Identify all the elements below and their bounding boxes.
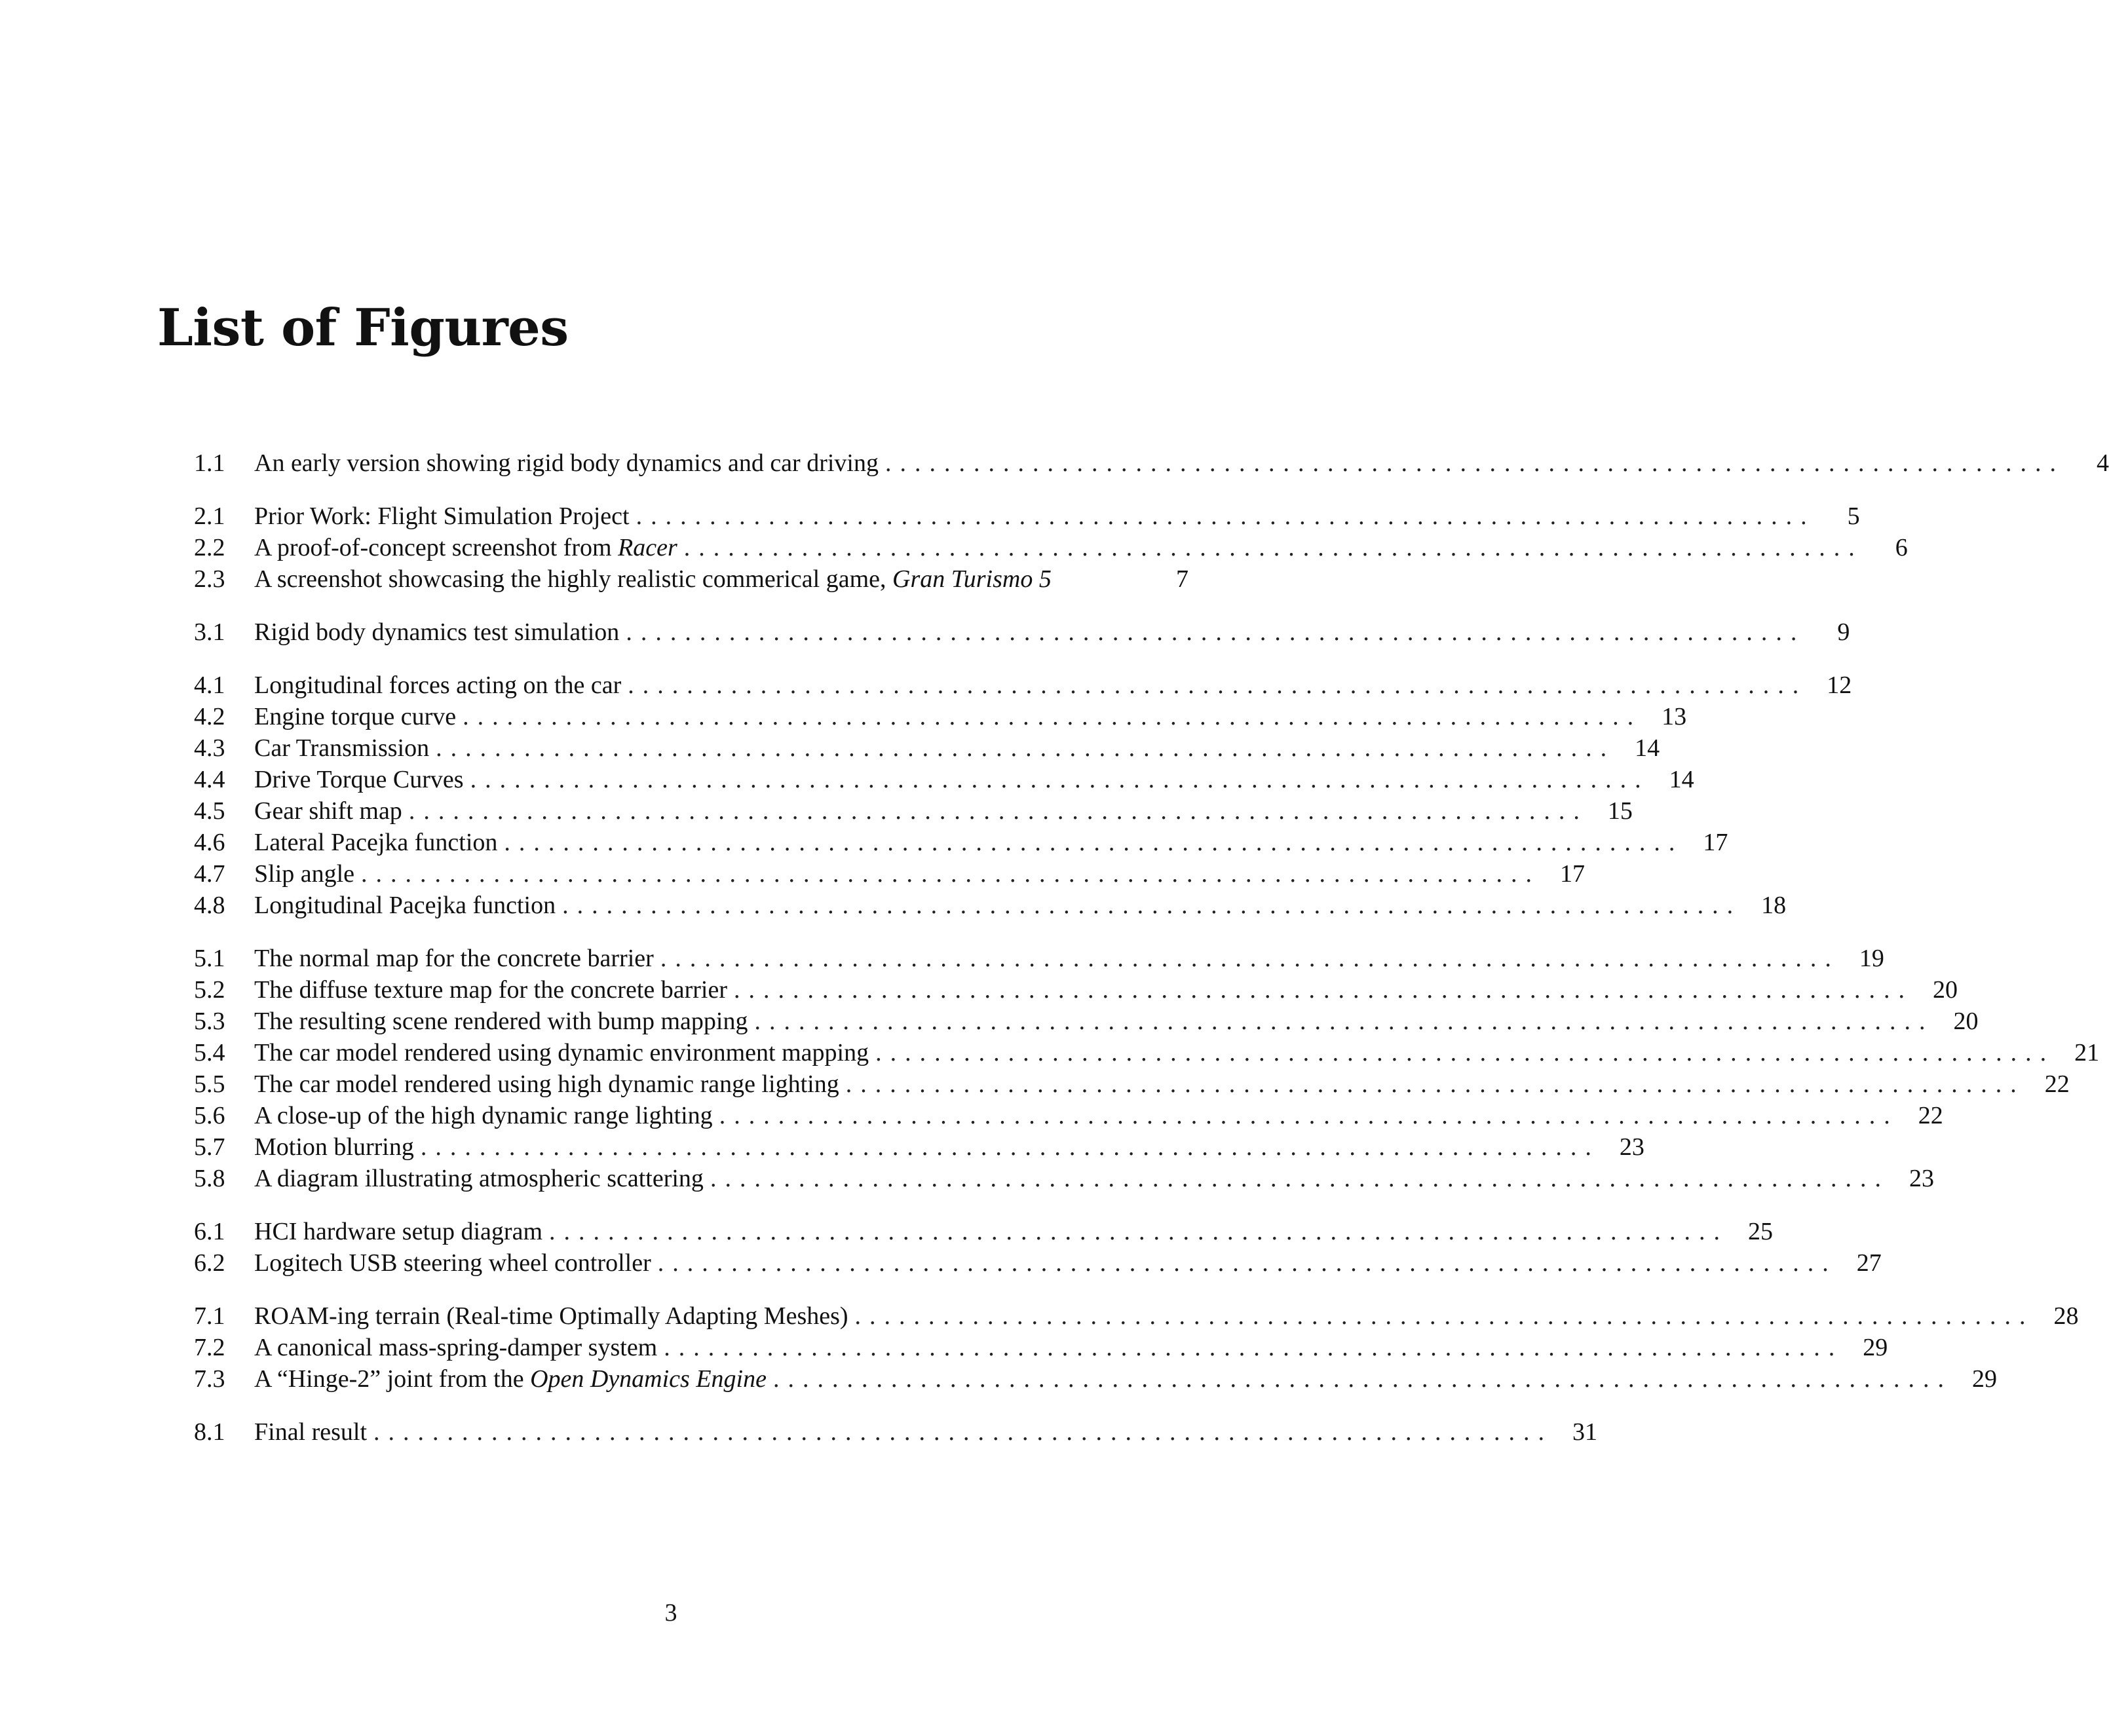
dot-leader: ................................................................................ bbox=[436, 734, 1616, 762]
page-footer-number: 3 bbox=[664, 1599, 677, 1627]
figure-group bbox=[194, 1216, 1882, 1279]
figure-number: 7.2 bbox=[194, 1334, 225, 1361]
figure-caption bbox=[254, 532, 684, 563]
figure-caption-text: The diffuse texture map for the concrete barrier bbox=[254, 976, 727, 1004]
figure-caption bbox=[254, 500, 636, 532]
dot-leader: ................................................................................ bbox=[562, 892, 1742, 919]
figure-number: 4.3 bbox=[194, 734, 225, 762]
figure-number: 4.2 bbox=[194, 703, 225, 730]
figure-caption-italic: Gran Turismo 5 bbox=[892, 565, 1052, 593]
page-title: List of Figures bbox=[157, 298, 569, 358]
figure-number: 4.8 bbox=[194, 892, 225, 919]
figure-group bbox=[194, 500, 1908, 595]
figure-caption-text: Longitudinal Pacejka function bbox=[254, 892, 556, 919]
dot-leader: ................................................................................ bbox=[361, 860, 1541, 888]
figure-entry[interactable] bbox=[194, 1332, 1888, 1363]
figure-group bbox=[194, 1300, 2079, 1395]
figure-caption-text: Motion blurring bbox=[254, 1133, 414, 1161]
dot-leader: ................................................................................ bbox=[628, 671, 1808, 699]
figure-caption-text: Rigid body dynamics test simulation bbox=[254, 618, 620, 646]
figure-caption bbox=[254, 1100, 719, 1131]
figure-entry[interactable] bbox=[194, 701, 1687, 732]
figure-group bbox=[194, 447, 2109, 479]
figure-entry[interactable] bbox=[194, 732, 1660, 764]
dot-leader: ................................................................................ bbox=[549, 1218, 1729, 1245]
figure-caption bbox=[254, 616, 626, 648]
figure-caption bbox=[254, 1037, 875, 1068]
figure-page-number: 15 bbox=[1607, 797, 1633, 825]
figure-number: 4.7 bbox=[194, 860, 225, 888]
dot-leader: ................................................................................ bbox=[408, 797, 1588, 825]
figure-number: 4.4 bbox=[194, 766, 225, 793]
dot-leader: ................................................................................ bbox=[845, 1070, 2025, 1098]
figure-caption bbox=[254, 1363, 773, 1395]
figure-caption-text: Drive Torque Curves bbox=[254, 766, 464, 793]
figure-caption bbox=[254, 732, 436, 764]
figure-page-number: 22 bbox=[1918, 1102, 1943, 1129]
figure-caption-text: Slip angle bbox=[254, 860, 355, 888]
figure-caption bbox=[254, 1006, 754, 1037]
figure-page-number: 28 bbox=[2053, 1302, 2079, 1330]
figure-caption-text: Lateral Pacejka function bbox=[254, 829, 498, 856]
figure-number: 5.6 bbox=[194, 1102, 225, 1129]
dot-leader: ................................................................................ bbox=[636, 502, 1815, 530]
figure-page-number: 18 bbox=[1761, 892, 1787, 919]
figure-number: 1.1 bbox=[194, 449, 225, 477]
figure-entry[interactable] bbox=[194, 974, 1958, 1006]
figure-page-number: 13 bbox=[1662, 703, 1687, 730]
dot-leader: ................................................................................ bbox=[373, 1418, 1553, 1446]
figure-entry[interactable] bbox=[194, 1416, 1598, 1448]
dot-leader: ................................................................................ bbox=[710, 1165, 1890, 1192]
figure-caption-text: A canonical mass-spring-damper system bbox=[254, 1334, 658, 1361]
dot-leader: ................................................................................ bbox=[875, 1039, 2055, 1066]
figure-entry[interactable] bbox=[194, 1300, 2079, 1332]
figure-page-number: 20 bbox=[1933, 976, 1958, 1004]
figure-caption-text: The resulting scene rendered with bump mapping bbox=[254, 1008, 748, 1035]
figure-entry[interactable] bbox=[194, 943, 1884, 974]
figure-caption-text: Final result bbox=[254, 1418, 368, 1446]
figure-number: 8.1 bbox=[194, 1418, 225, 1446]
figure-caption-text: An early version showing rigid body dynamics and car driving bbox=[254, 449, 879, 477]
figure-entry[interactable] bbox=[194, 1068, 2070, 1100]
figure-group bbox=[194, 943, 2100, 1194]
dot-leader: ................................................................................ bbox=[660, 945, 1840, 972]
figure-page-number: 22 bbox=[2044, 1070, 2070, 1098]
dot-leader: ................................................................................ bbox=[626, 618, 1806, 646]
figure-caption bbox=[254, 1068, 846, 1100]
figure-entry[interactable] bbox=[194, 795, 1633, 827]
figure-page-number: 19 bbox=[1859, 945, 1884, 972]
figure-group bbox=[194, 616, 1850, 648]
dot-leader: ................................................................................ bbox=[420, 1133, 1600, 1161]
figure-caption-text: HCI hardware setup diagram bbox=[254, 1218, 543, 1245]
figure-entry[interactable] bbox=[194, 532, 1908, 563]
figure-entry[interactable] bbox=[194, 1247, 1882, 1279]
figure-caption bbox=[254, 1332, 664, 1363]
figure-number: 4.6 bbox=[194, 829, 225, 856]
figure-entry[interactable] bbox=[194, 858, 1586, 890]
figure-caption bbox=[254, 974, 734, 1006]
figure-caption bbox=[254, 827, 504, 858]
figure-number: 4.5 bbox=[194, 797, 225, 825]
figure-entry[interactable] bbox=[194, 447, 2109, 479]
figure-page-number: 20 bbox=[1953, 1008, 1979, 1035]
figure-page-number: 12 bbox=[1827, 671, 1852, 699]
dot-leader: ................................................................................ bbox=[683, 534, 1863, 561]
figure-caption bbox=[254, 858, 361, 890]
figure-page-number: 31 bbox=[1572, 1418, 1598, 1446]
figure-page-number: 14 bbox=[1669, 766, 1694, 793]
figure-number: 5.2 bbox=[194, 976, 225, 1004]
figure-page-number: 23 bbox=[1909, 1165, 1934, 1192]
figure-caption-text: A screenshot showcasing the highly realistic commerical game, bbox=[254, 565, 892, 593]
dot-leader: ................................................................................ bbox=[664, 1334, 1844, 1361]
dot-leader: ................................................................................ bbox=[463, 703, 1643, 730]
figure-page-number: 29 bbox=[1863, 1334, 1888, 1361]
figure-page-number: 7 bbox=[1176, 565, 1188, 593]
figure-number: 4.1 bbox=[194, 671, 225, 699]
dot-leader: ................................................................................ bbox=[504, 829, 1684, 856]
figure-number: 5.1 bbox=[194, 945, 225, 972]
figure-caption-text: A “Hinge-2” joint from the bbox=[254, 1365, 531, 1393]
figure-caption bbox=[254, 563, 1058, 595]
figure-entry[interactable] bbox=[194, 1363, 1997, 1395]
figure-caption-text: The car model rendered using high dynamic range lighting bbox=[254, 1070, 839, 1098]
figure-caption-text: ROAM-ing terrain (Real-time Optimally Adapting Meshes) bbox=[254, 1302, 848, 1330]
figure-entry[interactable] bbox=[194, 500, 1860, 532]
figure-caption-text: The normal map for the concrete barrier bbox=[254, 945, 654, 972]
dot-leader: ................................................................................ bbox=[754, 1008, 1934, 1035]
figure-caption bbox=[254, 1163, 710, 1194]
figure-number: 2.1 bbox=[194, 502, 225, 530]
figure-page-number: 14 bbox=[1635, 734, 1660, 762]
figure-entry[interactable] bbox=[194, 1216, 1774, 1247]
figure-number: 7.1 bbox=[194, 1302, 225, 1330]
figure-page-number: 25 bbox=[1748, 1218, 1774, 1245]
figure-caption-italic: Racer bbox=[618, 534, 677, 561]
figure-number: 5.5 bbox=[194, 1070, 225, 1098]
figure-caption-text: Prior Work: Flight Simulation Project bbox=[254, 502, 630, 530]
figure-page-number: 17 bbox=[1703, 829, 1728, 856]
figure-caption bbox=[254, 1131, 421, 1163]
figure-caption bbox=[254, 1247, 658, 1279]
figure-caption-text: Engine torque curve bbox=[254, 703, 457, 730]
figure-page-number: 27 bbox=[1856, 1249, 1882, 1277]
figure-entry[interactable] bbox=[194, 1163, 1934, 1194]
figure-caption bbox=[254, 1416, 373, 1448]
figure-entry[interactable] bbox=[194, 1100, 1943, 1131]
figure-caption-text: Gear shift map bbox=[254, 797, 402, 825]
figure-caption-text: A close-up of the high dynamic range lighting bbox=[254, 1102, 713, 1129]
figure-page-number: 9 bbox=[1837, 618, 1850, 646]
figure-entry[interactable] bbox=[194, 890, 1787, 921]
figure-entry[interactable] bbox=[194, 1131, 1644, 1163]
list-of-figures bbox=[194, 447, 2109, 1469]
figure-page-number: 6 bbox=[1895, 534, 1908, 561]
figure-caption-text: The car model rendered using dynamic environment mapping bbox=[254, 1039, 869, 1066]
figure-caption-text: Longitudinal forces acting on the car bbox=[254, 671, 622, 699]
figure-number: 2.2 bbox=[194, 534, 225, 561]
figure-number: 6.1 bbox=[194, 1218, 225, 1245]
figure-number: 6.2 bbox=[194, 1249, 225, 1277]
figure-caption-text: A diagram illustrating atmospheric scattering bbox=[254, 1165, 704, 1192]
figure-caption bbox=[254, 764, 470, 795]
figure-page-number: 5 bbox=[1847, 502, 1860, 530]
figure-number: 3.1 bbox=[194, 618, 225, 646]
figure-page-number: 4 bbox=[2096, 449, 2109, 477]
figure-caption bbox=[254, 890, 562, 921]
figure-caption bbox=[254, 1216, 549, 1247]
figure-caption bbox=[254, 1300, 855, 1332]
figure-entry[interactable] bbox=[194, 827, 1728, 858]
figure-entry[interactable] bbox=[194, 563, 1188, 595]
dot-leader: ................................................................................ bbox=[734, 976, 1913, 1004]
figure-number: 2.3 bbox=[194, 565, 225, 593]
figure-caption bbox=[254, 447, 885, 479]
dot-leader: ................................................................................ bbox=[470, 766, 1650, 793]
figure-group bbox=[194, 670, 1852, 921]
figure-caption-text: Car Transmission bbox=[254, 734, 430, 762]
figure-number: 7.3 bbox=[194, 1365, 225, 1393]
figure-entry[interactable] bbox=[194, 1037, 2100, 1068]
figure-caption bbox=[254, 701, 463, 732]
figure-caption bbox=[254, 943, 660, 974]
figure-entry[interactable] bbox=[194, 670, 1852, 701]
figure-page-number: 21 bbox=[2074, 1039, 2100, 1066]
figure-number: 5.4 bbox=[194, 1039, 225, 1066]
figure-number: 5.7 bbox=[194, 1133, 225, 1161]
figure-group bbox=[194, 1416, 1598, 1448]
figure-caption bbox=[254, 795, 409, 827]
dot-leader: ................................................................................ bbox=[884, 449, 2064, 477]
figure-caption-text: Logitech USB steering wheel controller bbox=[254, 1249, 651, 1277]
figure-caption-text: A proof-of-concept screenshot from bbox=[254, 534, 618, 561]
figure-entry[interactable] bbox=[194, 764, 1694, 795]
figure-entry[interactable] bbox=[194, 616, 1850, 648]
figure-caption bbox=[254, 670, 628, 701]
figure-page-number: 23 bbox=[1619, 1133, 1644, 1161]
figure-page-number: 29 bbox=[1971, 1365, 1997, 1393]
dot-leader: ................................................................................ bbox=[772, 1365, 1952, 1393]
dot-leader: ................................................................................ bbox=[854, 1302, 2034, 1330]
figure-caption-italic: Open Dynamics Engine bbox=[530, 1365, 767, 1393]
figure-entry[interactable] bbox=[194, 1006, 1979, 1037]
figure-number: 5.8 bbox=[194, 1165, 225, 1192]
figure-page-number: 17 bbox=[1560, 860, 1586, 888]
dot-leader: ................................................................................ bbox=[719, 1102, 1899, 1129]
figure-number: 5.3 bbox=[194, 1008, 225, 1035]
dot-leader: ................................................................................ bbox=[657, 1249, 1837, 1277]
